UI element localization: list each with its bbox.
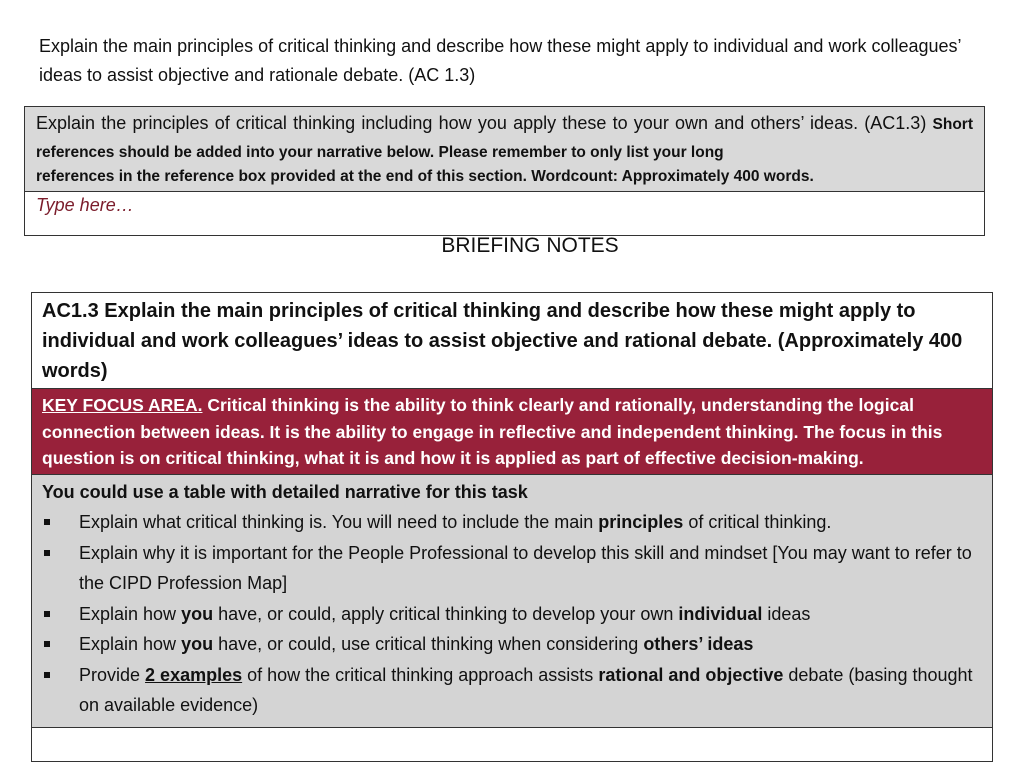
key-focus-text: Critical thinking is the ability to think clearly and rationally, understanding the logical connection between ideas. It is the ability to engage in reflective and independent thinking. The focus in this question is on critical thinking, what it is and how it is applied as part of effective decision-making. <box>42 395 943 468</box>
bullet-icon <box>44 550 50 556</box>
bullet-text: Provide <box>79 664 146 685</box>
answer-box <box>24 106 985 236</box>
bullet-icon <box>44 641 50 647</box>
bullet-text: of how the critical thinking approach assists <box>242 664 599 685</box>
list-item <box>42 599 982 630</box>
list-item <box>42 538 982 599</box>
bullet-emphasis: you <box>181 603 214 624</box>
bullet-icon <box>44 519 50 525</box>
answer-input[interactable]: Type here… <box>36 195 134 215</box>
answer-instructions-cont: references in the reference box provided at the end of this section. Wordcount: Approximately 400 words. <box>36 168 814 185</box>
list-item <box>42 507 982 538</box>
answer-box-header <box>25 107 984 192</box>
task-guidance <box>32 475 992 728</box>
intro-question: Explain the main principles of critical thinking and describe how these might apply to individual and work colleagues’ ideas to assist objective and rationale debate. (AC 1.3) <box>39 36 961 85</box>
heading-text: Explain the main principles of critical thinking and describe how these might apply to individual and work colleagues’ ideas to assist objective and rational debate. (Approximately 400 words) <box>42 300 963 382</box>
bullet-icon <box>44 672 50 678</box>
key-focus-area <box>32 389 992 475</box>
briefing-notes-title: BRIEFING NOTES <box>441 234 619 257</box>
bullet-text: Explain what critical thinking is. You will need to include the main <box>79 512 599 532</box>
answer-prompt: Explain the principles of critical thinking including how you apply these to your own and others’ ideas. (AC1.3) <box>36 113 927 133</box>
bullet-text: have, or could, apply critical thinking to develop your own <box>213 603 679 624</box>
bullet-text: Explain why it is important for the People Professional to develop this skill and mindset [You may want to refer to the CIPD Profession Map] <box>79 542 972 593</box>
bullet-emphasis: 2 examples <box>145 664 243 685</box>
bullet-emphasis: principles <box>598 512 684 532</box>
list-item <box>42 660 982 721</box>
bullet-text: Explain how <box>79 603 182 624</box>
list-item <box>42 629 982 660</box>
bullet-emphasis: you <box>181 634 214 654</box>
key-focus-label: KEY FOCUS AREA. <box>42 395 203 415</box>
bullet-text: have, or could, use critical thinking when considering <box>213 634 644 654</box>
answer-instructions: Short references should be added into your narrative below. Please remember to only list your long <box>36 116 973 161</box>
bullet-text: of critical thinking. <box>683 512 832 532</box>
heading-code: AC1.3 <box>42 300 99 322</box>
bullet-emphasis: rational and objective <box>598 664 784 685</box>
task-bullet-list <box>42 507 982 721</box>
bullet-text: ideas <box>762 603 811 624</box>
bullet-text: debate (basing thought on available evidence) <box>79 664 973 715</box>
bullet-text: Explain how <box>79 634 182 654</box>
bullet-emphasis: individual <box>678 603 763 624</box>
bullet-icon <box>44 611 50 617</box>
task-intro: You could use a table with detailed narrative for this task <box>42 481 528 502</box>
briefing-heading <box>32 293 992 389</box>
briefing-notes-box <box>31 292 993 762</box>
bullet-emphasis: others’ ideas <box>643 634 754 654</box>
